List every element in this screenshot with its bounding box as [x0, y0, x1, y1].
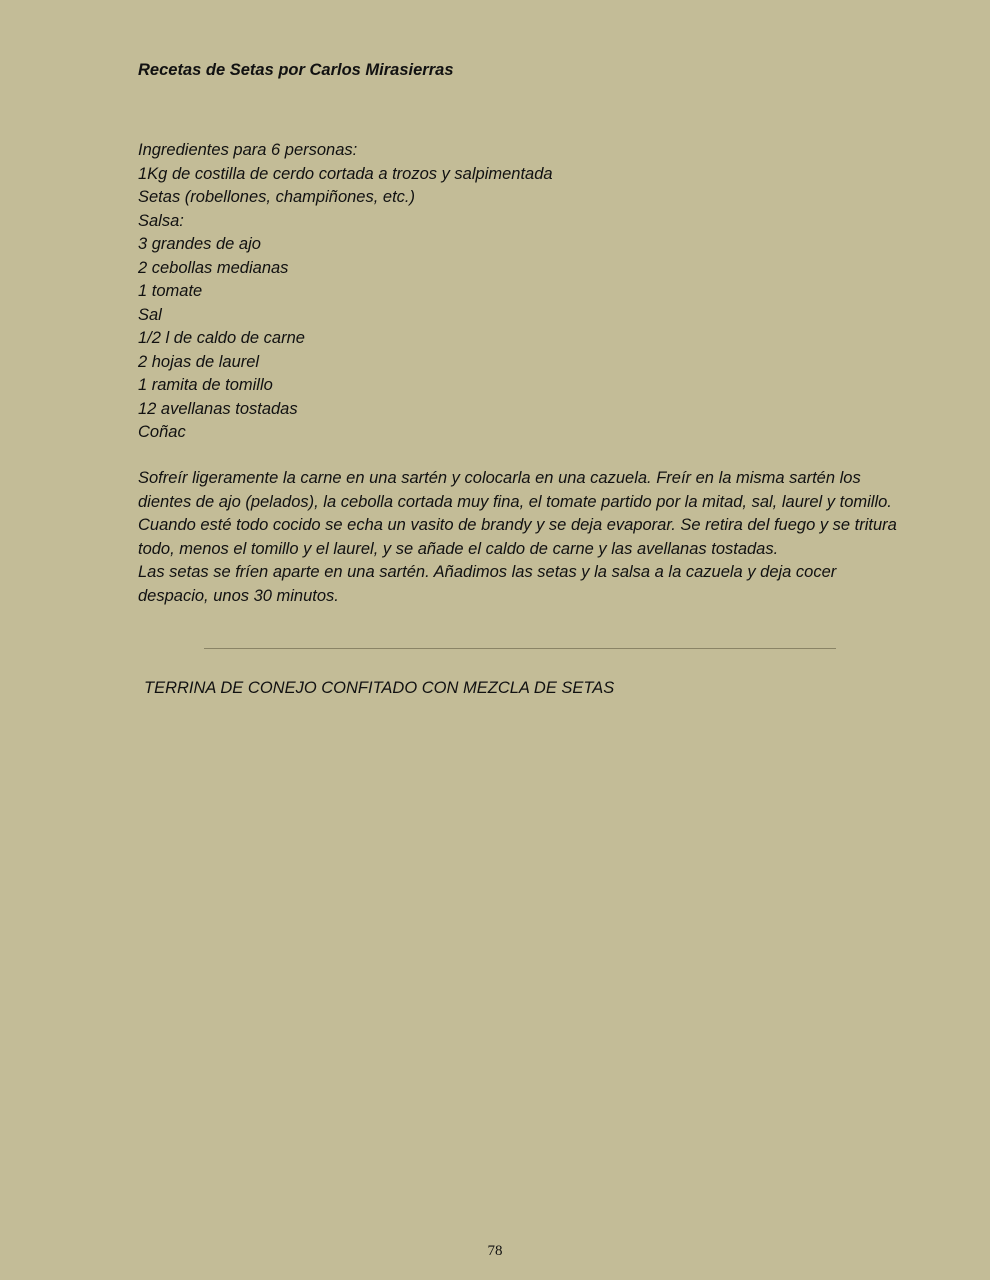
ingredient-item: 2 cebollas medianas — [138, 258, 289, 277]
ingredient-item: 12 avellanas tostadas — [138, 399, 298, 418]
ingredient-item: 1Kg de costilla de cerdo cortada a trozos y salpimentada — [138, 164, 553, 183]
ingredients-list — [138, 139, 553, 445]
instructions-block — [138, 467, 898, 608]
ingredient-item: 3 grandes de ajo — [138, 235, 261, 253]
ingredient-item: Coñac — [138, 423, 186, 441]
ingredient-item: Sal — [138, 305, 162, 324]
ingredient-item: Setas (robellones, champiñones, etc.) — [138, 188, 415, 206]
next-recipe-title: TERRINA DE CONEJO CONFITADO CON MEZCLA DE SETAS — [144, 679, 615, 697]
ingredient-subheading: Salsa: — [138, 211, 184, 230]
ingredient-item: 2 hojas de laurel — [138, 352, 260, 371]
instructions-paragraph: Las setas se fríen aparte en una sartén. Añadimos las setas y la salsa a la cazuela y deja cocer despacio, unos 30 minutos. — [138, 563, 837, 605]
ingredient-item: 1 ramita de tomillo — [138, 376, 273, 394]
instructions-paragraph: Sofreír ligeramente la carne en una sartén y colocarla en una cazuela. Freír en la misma sartén los dientes de ajo (pelados), la cebolla cortada muy fina, el tomate partido por la mitad, sal, laurel y tomillo. Cuando esté todo cocido se echa un vasito de brandy y se deja evaporar. Se retira del fuego y se tritura todo, menos el tomillo y el laurel, y se añade el caldo de carne y las avellanas tostadas. — [138, 469, 897, 558]
ingredient-item: 1/2 l de caldo de carne — [138, 329, 305, 347]
ingredient-item: 1 tomate — [138, 282, 203, 300]
page-header-title: Recetas de Setas por Carlos Mirasierras — [138, 61, 454, 79]
section-divider — [204, 648, 836, 649]
page-number: 78 — [487, 1243, 503, 1259]
ingredients-heading: Ingredientes para 6 personas: — [138, 141, 358, 159]
